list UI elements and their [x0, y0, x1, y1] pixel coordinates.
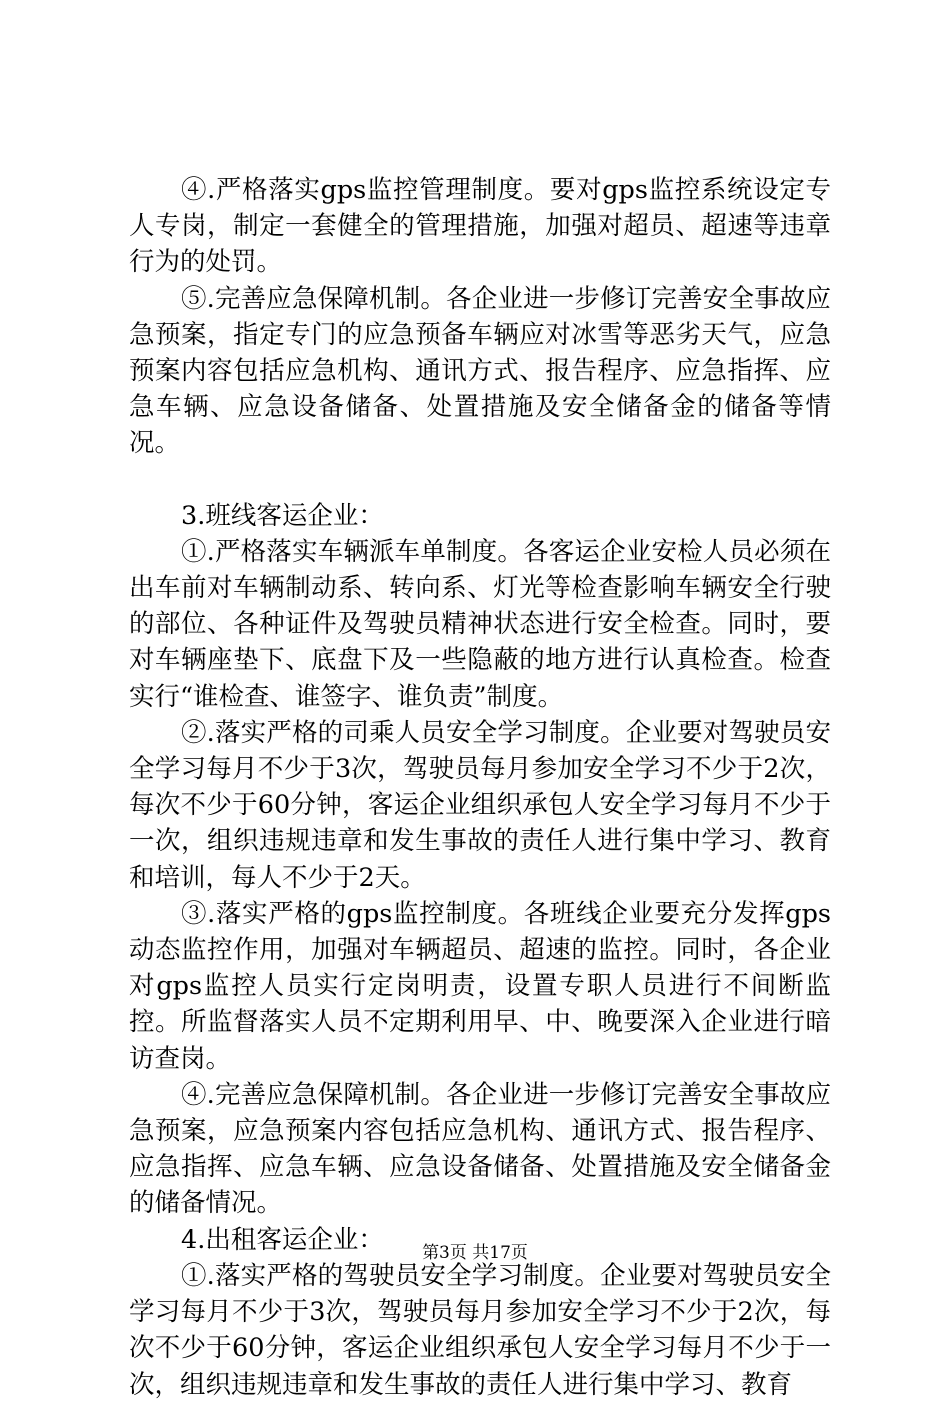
paragraph-gps-management: ④.严格落实gps监控管理制度。要对gps监控系统设定专人专岗，制定一套健全的管理措施，加强对超员、超速等违章行为的处罚。 [129, 175, 831, 278]
document-body [129, 172, 831, 1403]
paragraph-dispatch-slip: ①.严格落实车辆派车单制度。各客运企业安检人员必须在出车前对车辆制动系、转向系、灯光等检查影响车辆安全行驶的部位、各种证件及驾驶员精神状态进行安全检查。同时，要对车辆座垫下、底盘下及一些隐蔽的地方进行认真检查。检查实行“谁检查、谁签字、谁负责”制度。 [129, 536, 831, 712]
paragraph-driver-study: ①.落实严格的驾驶员安全学习制度。企业要对驾驶员安全学习每月不少于3次，驾驶员每月参加安全学习不少于2次，每次不少于60分钟，客运企业组织承包人安全学习每月不少于一次，组织违规违章和发生事故的责任人进行集中学习、教育 [129, 1260, 831, 1400]
page-number-footer: 第3页 共17页 [422, 1243, 528, 1263]
paragraph-crew-study: ②.落实严格的司乘人员安全学习制度。企业要对驾驶员安全学习每月不少于3次，驾驶员每月参加安全学习不少于2次，每次不少于60分钟，客运企业组织承包人安全学习每月不少于一次，组织违规违章和发生事故的责任人进行集中学习、教育和培训，每人不少于2天。 [129, 717, 831, 893]
paragraph-gps-monitoring: ③.落实严格的gps监控制度。各班线企业要充分发挥gps动态监控作用，加强对车辆超员、超速的监控。同时，各企业对gps监控人员实行定岗明责，设置专职人员进行不间断监控。所监督落实人员不定期利用早、中、晚要深入企业进行暗访查岗。 [129, 898, 831, 1074]
paragraph-gap [129, 462, 831, 498]
paragraph-emergency-guarantee: ④.完善应急保障机制。各企业进一步修订完善安全事故应急预案，应急预案内容包括应急机构、通讯方式、报告程序、应急指挥、应急车辆、应急设备储备、处置措施及安全储备金的储备情况。 [129, 1079, 831, 1219]
section-heading-taxi: 4.出租客运企业： [181, 1224, 384, 1255]
paragraph-emergency-mechanism: ⑤.完善应急保障机制。各企业进一步修订完善安全事故应急预案，指定专门的应急预备车辆应对冰雪等恶劣天气，应急预案内容包括应急机构、通讯方式、报告程序、应急指挥、应急车辆、应急设备储备、处置措施及安全储备金的储备等情况。 [129, 283, 831, 459]
section-heading-shuttle-bus: 3.班线客运企业： [181, 500, 384, 531]
